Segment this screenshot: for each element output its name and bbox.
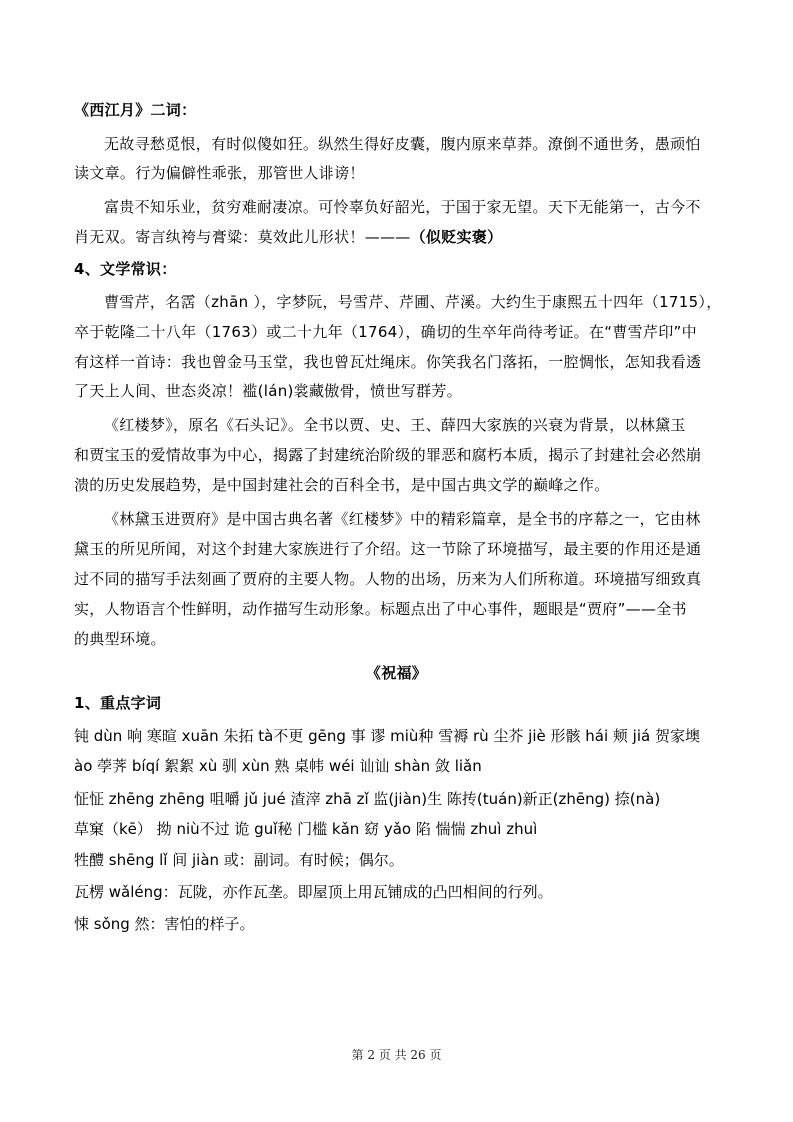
vocab-line: 悚 sǒng 然：害怕的样子。 <box>74 915 255 933</box>
page-footer: 第 2 页 共 26 页 <box>351 1048 442 1062</box>
zhufu-title: 《祝福》 <box>365 664 428 682</box>
vocab-line: ào 荸荠 bíqí 絮絮 xù 驯 xùn 熟 桌帏 wéi 讪讪 shàn 敛 liǎn <box>74 757 482 775</box>
vocab-line: 瓦楞 wǎléng：瓦陇，亦作瓦垄。即屋顶上用瓦铺成的凸凹相间的行列。 <box>74 883 553 901</box>
p3-line: 过不同的描写手法刻画了贾府的主要人物。人物的出场，历来为人们所称道。环境描写细致真 <box>74 570 702 588</box>
poem2-line2-text: 肖无双。寄言纨袴与膏粱：莫效此儿形状！——— <box>74 228 411 246</box>
vocab-line: 牲醴 shēng lǐ 间 jiàn 或：副词。有时候；偶尔。 <box>74 851 404 869</box>
p2-line: 溃的历史发展趋势，是中国封建社会的百科全书，是中国古典文学的巅峰之作。 <box>74 476 610 494</box>
poem1-line1: 无故寻愁觅恨，有时似傻如狂。纵然生得好皮囊，腹内原来草莽。潦倒不通世务，愚顽怕 <box>104 135 701 153</box>
literary-knowledge-heading: 4、文学常识： <box>74 260 177 278</box>
p2-line: 《红楼梦》，原名《石头记》。全书以贾、史、王、薛四大家族的兴衰为背景，以林黛玉 <box>104 416 686 434</box>
p1-line: 卒于乾隆二十八年（1763）或二十九年（1764），确切的生卒年尚待考证。在“曹雪芹印”中 <box>74 323 697 341</box>
poem2-line2 <box>74 227 724 247</box>
vocab-line: 草窠（kē） 拗 niù不过 诡 guǐ秘 门槛 kǎn 窈 yǎo 陷 惴惴 zhuì zhuì <box>74 820 538 838</box>
poem1-line2: 读文章。行为偏僻性乖张，那管世人诽谤！ <box>74 164 365 182</box>
p3-line: 实，人物语言个性鲜明，动作描写生动形象。标题点出了中心事件，题眼是“贾府”——全书 <box>74 600 687 618</box>
p3-line: 黛玉的所见所闻，对这个封建大家族进行了介绍。这一节除了环境描写，最主要的作用还是通 <box>74 540 702 558</box>
p2-line: 和贾宝玉的爱情故事为中心，揭露了封建统治阶级的罪恶和腐朽本质，揭示了封建社会必然崩 <box>74 446 702 464</box>
p1-line: 有这样一首诗：我也曾金马玉堂，我也曾瓦灶绳床。你笑我名门落拓，一腔惆怅，怎知我看透 <box>74 353 702 371</box>
p1-line: 了天上人间、世态炎凉！褴(lán)裳藏傲骨，愤世写群芳。 <box>74 382 462 400</box>
p3-line: 《林黛玉进贾府》是中国古典名著《红楼梦》中的精彩篇章，是全书的序幕之一，它由林 <box>104 510 701 528</box>
vocab-line: 怔怔 zhēng zhēng 咀嚼 jǔ jué 渣滓 zhā zǐ 监(jiàn)生 陈抟(tuán)新正(zhēng) 捺(nà) <box>74 790 661 808</box>
p1-line: 曹雪芹，名霑（zhān ），字梦阮，号雪芹、芹圃、芹溪。大约生于康熙五十四年（1715）， <box>104 293 722 311</box>
poem2-comment: （似贬实褒） <box>410 228 503 246</box>
poem2-line1: 富贵不知乐业，贫穷难耐凄凉。可怜辜负好韶光，于国于家无望。天下无能第一，古今不 <box>104 198 701 216</box>
key-words-heading: 1、重点字词 <box>74 694 162 712</box>
p3-line: 的典型环境。 <box>74 630 166 648</box>
xijiangyue-heading: 《西江月》二词： <box>74 101 197 119</box>
vocab-line: 钝 dùn 响 寒暄 xuān 朱拓 tà不更 gēng 事 谬 miù种 雪褥 rù 尘芥 jiè 形骸 hái 颊 jiá 贺家墺 <box>74 727 700 745</box>
